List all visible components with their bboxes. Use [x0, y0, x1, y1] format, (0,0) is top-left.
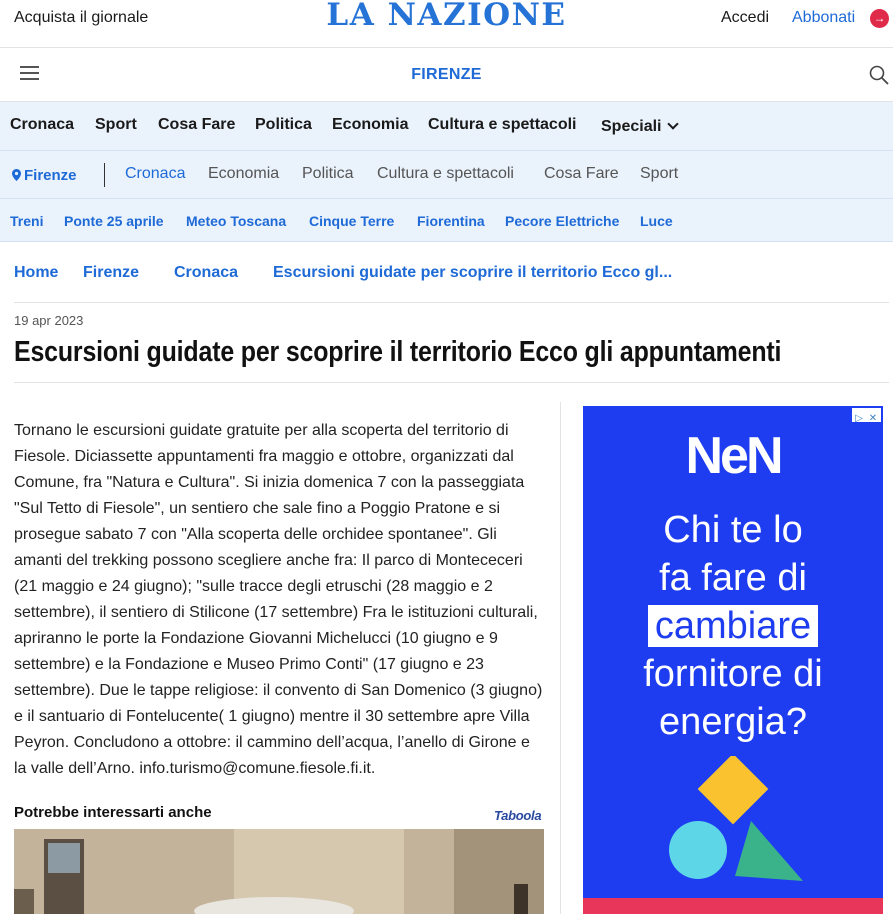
article-date: 19 apr 2023 [14, 313, 84, 328]
main-nav-sport[interactable]: Sport [95, 116, 137, 133]
related-title: Potrebbe interessarti anche [14, 804, 212, 821]
section-title[interactable]: FIRENZE [411, 66, 482, 83]
advertisement[interactable] [583, 406, 883, 914]
tag-ponte-25-aprile[interactable]: Ponte 25 aprile [64, 213, 164, 229]
breadcrumb-cronaca[interactable]: Cronaca [174, 264, 239, 281]
adchoices-badge[interactable] [852, 408, 881, 422]
search-icon[interactable] [869, 65, 889, 85]
article-body: Tornano le escursioni guidate gratuite per alla scoperta del territorio di Fiesole. Diciassette appuntamenti fra maggio e ottobre, organizzati dal Comune, fra "Natura e Cultura". Si inizia domenica 7 con la passeggiata "Sul Tetto di Fiesole", un sentiero che sale fino a Poggio Pratone e si prosegue sabato 7 con "Alla scoperta delle orchidee spontanee". Gli amanti del trekking possono scegliere anche fra: Il parco di Montececeri (21 maggio e 24 giugno); "sulle tracce degli etruschi (28 maggio e 2 settembre), il sentiero di Stilicone (17 settembre) Fra le istituzioni culturali, apriranno le porte la Fondazione Giovanni Michelucci (10 giugno e 9 settembre) e la Fondazione e Museo Primo Conti" (17 giugno e 23 settembre). Due le tappe religiose: il convento di San Domenico (3 giugno) e il santuario di Fontelucente( 1 giugno) mentre il 30 settembre apre Villa Peyron. Concludono a ottobre: il cammino dell’acqua, l’anello di Girone e la valle dell’Arno. info.turismo@comune.fiesole.fi.it. [14, 422, 543, 777]
subscribe-link[interactable]: Abbonati [792, 9, 856, 26]
main-nav-cosa-fare[interactable]: Cosa Fare [158, 116, 236, 133]
divider [104, 163, 105, 187]
sub-nav-sport[interactable]: Sport [640, 165, 679, 182]
tag-meteo-toscana[interactable]: Meteo Toscana [186, 213, 287, 229]
chevron-down-icon [668, 118, 679, 129]
sub-nav-politica[interactable]: Politica [302, 165, 354, 182]
arrow-right-icon[interactable]: → [870, 9, 889, 28]
main-nav-economia[interactable]: Economia [332, 116, 409, 133]
ad-bottom-bar [583, 898, 883, 914]
street-photo [14, 829, 544, 914]
breadcrumb-current[interactable]: Escursioni guidate per scoprire il territorio Ecco gl... [273, 264, 673, 281]
main-nav [0, 102, 893, 151]
trending-tags [0, 199, 893, 242]
city-label: Firenze [24, 167, 77, 184]
section-bar [0, 48, 893, 102]
sub-nav-cronaca[interactable]: Cronaca [125, 165, 186, 182]
main-nav-speciali[interactable] [601, 118, 677, 136]
sub-nav-economia[interactable]: Economia [208, 165, 280, 182]
main-nav-politica[interactable]: Politica [255, 116, 312, 133]
breadcrumb-home[interactable]: Home [14, 264, 59, 281]
ad-line: Chi te lo [663, 509, 803, 551]
site-logo[interactable]: LA NAZIONE [326, 0, 567, 33]
tag-luce[interactable]: Luce [640, 213, 673, 229]
divider [14, 382, 889, 383]
adchoices-icon[interactable]: ▷ [855, 413, 863, 424]
main-nav-cultura[interactable]: Cultura e spettacoli [428, 116, 577, 133]
ad-line: energia? [659, 701, 807, 743]
buy-newspaper-link[interactable]: Acquista il giornale [14, 9, 149, 26]
breadcrumb-firenze[interactable]: Firenze [83, 264, 140, 281]
column-divider [560, 402, 561, 914]
city-link[interactable] [12, 167, 77, 184]
ad-line: fornitore di [643, 653, 823, 695]
close-icon[interactable]: ✕ [868, 413, 878, 424]
top-bar [0, 0, 893, 48]
sub-nav-cultura[interactable]: Cultura e spettacoli [377, 165, 514, 182]
tag-pecore-elettriche[interactable]: Pecore Elettriche [505, 213, 620, 229]
tag-fiorentina[interactable]: Fiorentina [417, 213, 485, 229]
main-nav-cronaca[interactable]: Cronaca [10, 116, 75, 133]
ad-line: fa fare di [659, 557, 807, 599]
ad-highlight: cambiare [648, 605, 818, 647]
location-pin-icon [12, 169, 21, 181]
ad-shapes [663, 756, 813, 886]
related-article-image[interactable] [14, 829, 544, 914]
divider [14, 302, 889, 303]
login-link[interactable]: Accedi [721, 9, 770, 26]
tag-cinque-terre[interactable]: Cinque Terre [309, 213, 395, 229]
main-nav-speciali-label: Speciali [601, 118, 662, 135]
sub-nav-cosa-fare[interactable]: Cosa Fare [544, 165, 619, 182]
sub-nav [0, 151, 893, 199]
taboola-logo[interactable]: Taboola [494, 808, 542, 823]
tag-treni[interactable]: Treni [10, 213, 44, 229]
ad-brand-logo: NeN [685, 427, 781, 485]
article-headline: Escursioni guidate per scoprire il territorio Ecco gli appuntamenti [14, 336, 782, 368]
ad-copy [583, 506, 883, 746]
